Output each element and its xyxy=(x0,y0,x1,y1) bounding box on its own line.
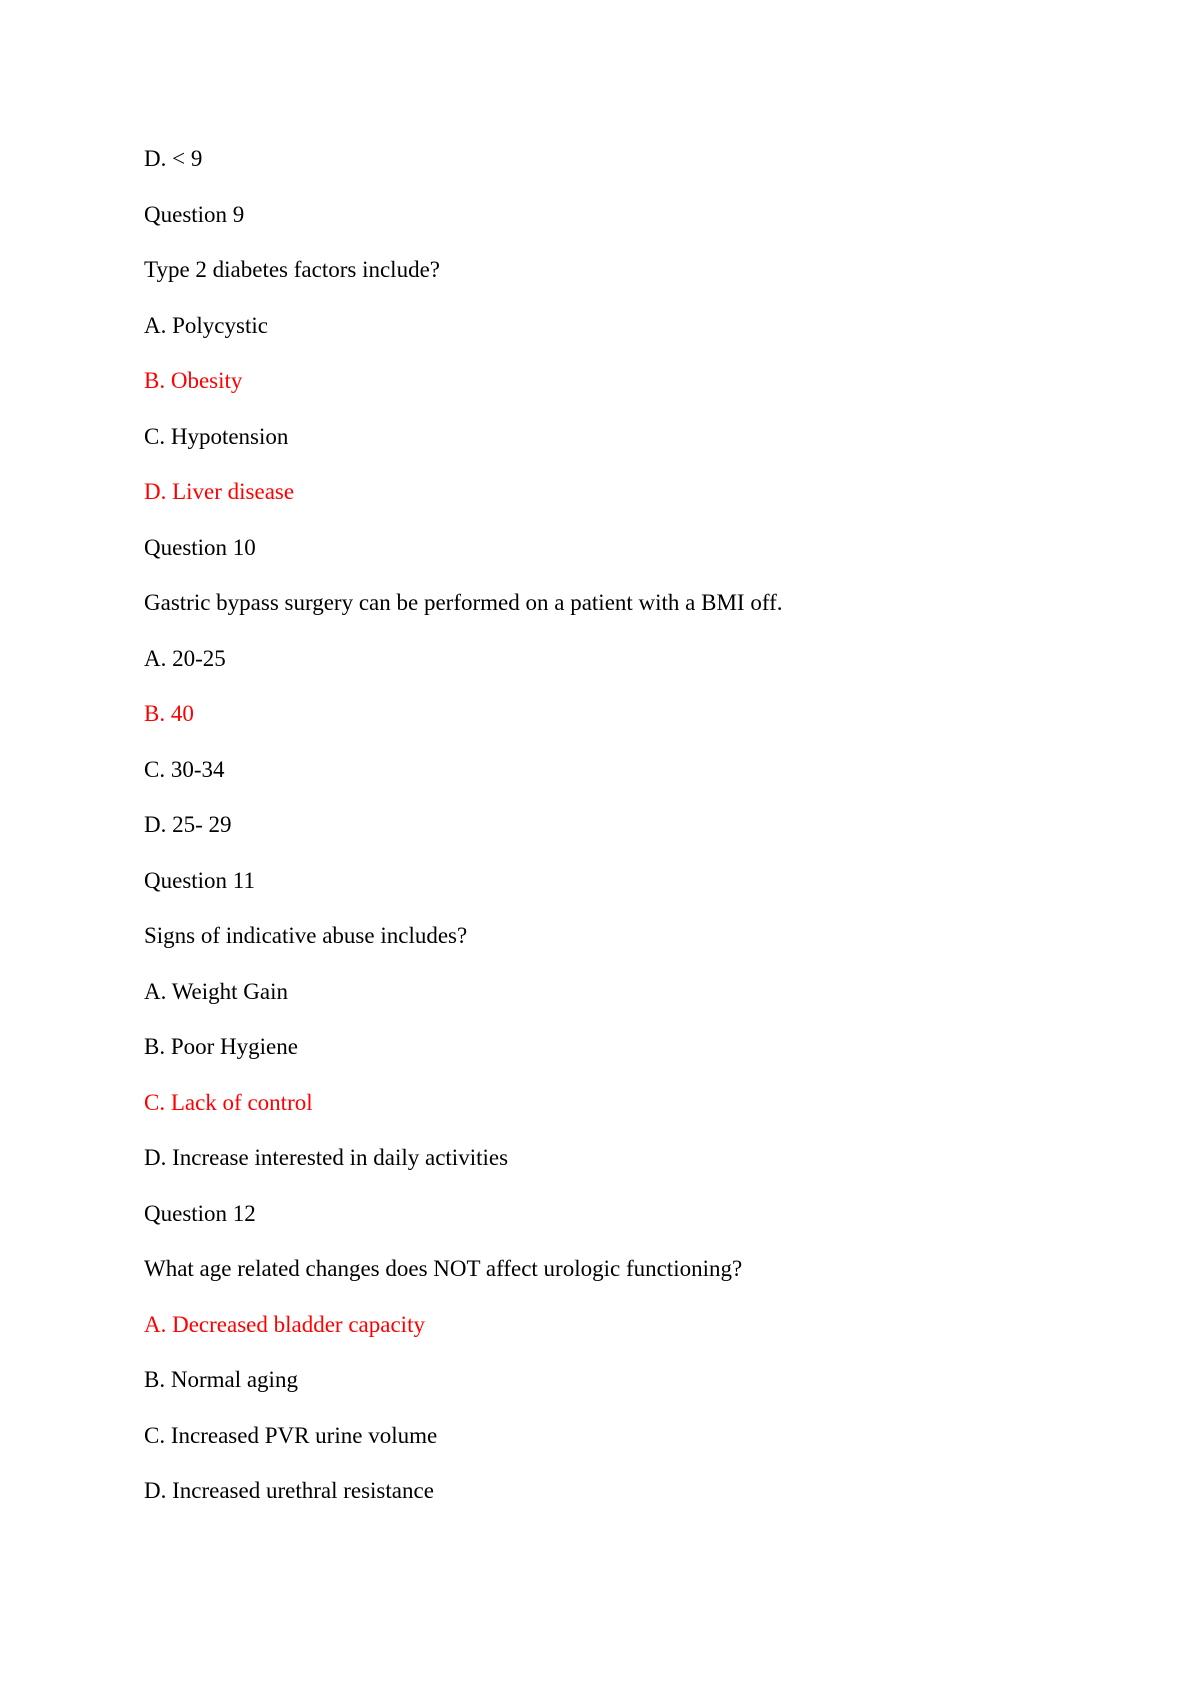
answer-option: A. Polycystic xyxy=(144,312,268,338)
answer-option: B. Normal aging xyxy=(144,1367,298,1392)
answer-option: C. Hypotension xyxy=(144,423,289,449)
answer-option: D. Increase interested in daily activities xyxy=(144,1145,509,1170)
question-text: Gastric bypass surgery can be performed on a patient with a BMI off. xyxy=(144,590,783,615)
question-text: Signs of indicative abuse includes? xyxy=(144,923,468,948)
correct-answer-option: D. Liver disease xyxy=(144,479,295,504)
correct-answer-option: A. Decreased bladder capacity xyxy=(144,1311,425,1337)
answer-option: D. 25- 29 xyxy=(144,812,232,837)
question-number: Question 9 xyxy=(144,201,245,227)
correct-answer-option: B. 40 xyxy=(144,701,194,726)
question-number: Question 12 xyxy=(144,1200,256,1226)
answer-option: A. Weight Gain xyxy=(144,978,289,1004)
question-number: Question 10 xyxy=(144,534,256,560)
answer-option: C. Increased PVR urine volume xyxy=(144,1422,438,1448)
answer-option: D. < 9 xyxy=(144,146,203,171)
quiz-content xyxy=(144,141,1104,1529)
answer-option: B. Poor Hygiene xyxy=(144,1034,298,1059)
correct-answer-option: B. Obesity xyxy=(144,368,243,393)
question-text: What age related changes does NOT affect urologic functioning? xyxy=(144,1256,743,1281)
question-number: Question 11 xyxy=(144,867,255,893)
answer-option: D. Increased urethral resistance xyxy=(144,1478,434,1503)
correct-answer-option: C. Lack of control xyxy=(144,1089,313,1115)
question-text: Type 2 diabetes factors include? xyxy=(144,257,440,282)
answer-option: C. 30-34 xyxy=(144,756,225,782)
answer-option: A. 20-25 xyxy=(144,645,226,671)
